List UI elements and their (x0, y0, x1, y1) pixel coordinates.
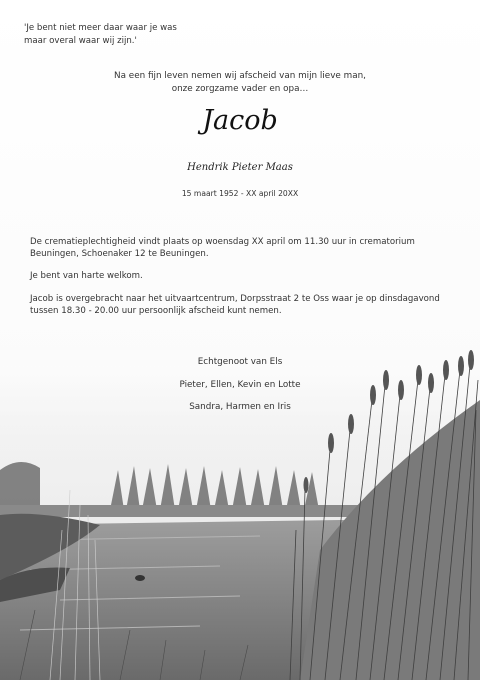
deceased-first-name: Jacob (202, 105, 278, 136)
life-dates: 15 maart 1952 - XX april 20XX (181, 189, 299, 198)
deceased-full-name: Hendrik Pieter Maas (187, 162, 293, 173)
ceremony-paragraph: De crematieplechtigheid vindt plaats op woensdag XX april om 11.30 uur in crematorium Beuningen, Schoenaker 12 te Beuningen. (30, 237, 415, 260)
family-names (0, 357, 480, 425)
quote-line-1: 'Je bent niet meer daar waar je was (24, 23, 177, 33)
quote-line-2: maar overal waar wij zijn.' (24, 36, 137, 46)
viewing-paragraph: Jacob is overgebracht naar het uitvaartcentrum, Dorpsstraat 2 te Oss waar je op dinsdagavond tussen 18.30 - 20.00 uur persoonlijk afscheid kunt nemen. (30, 293, 440, 316)
family-line-2: Pieter, Ellen, Kevin en Lotte (179, 379, 301, 390)
family-line-1: Echtgenoot van Els (197, 357, 283, 367)
funeral-details (30, 236, 450, 327)
intro-line-2: onze zorgzame vader en opa… (171, 84, 309, 94)
memorial-quote (24, 22, 244, 48)
welcome-paragraph: Je bent van harte welkom. (30, 271, 143, 282)
intro-line-1: Na een fijn leven nemen wij afscheid van mijn lieve man, (114, 71, 366, 81)
family-line-3: Sandra, Harmen en Iris (189, 402, 291, 412)
intro-text (60, 70, 420, 96)
